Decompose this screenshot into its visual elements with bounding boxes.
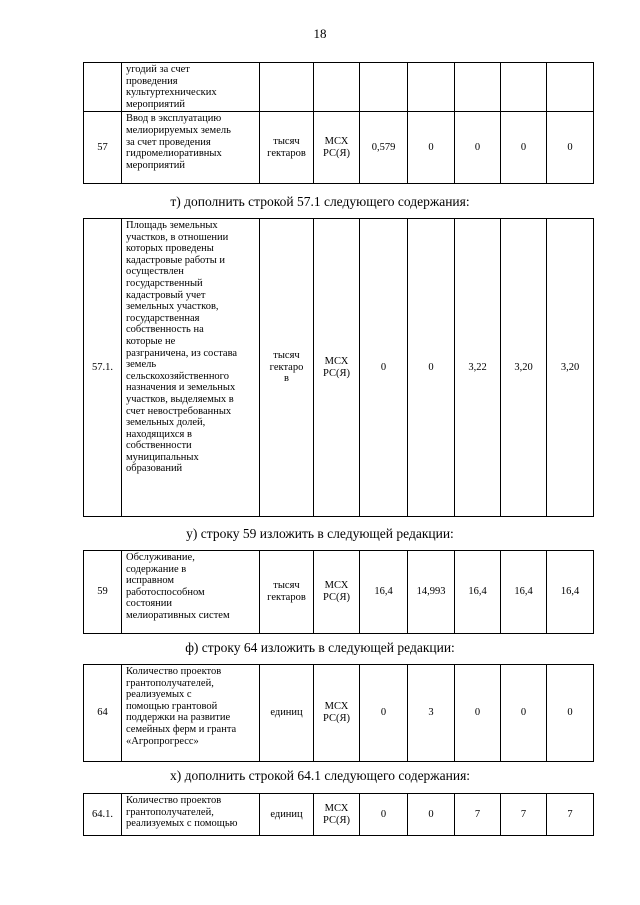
value-cell: 0	[360, 219, 408, 517]
desc-line: состоянии	[126, 598, 173, 610]
table-rows-56-57	[83, 62, 593, 184]
org-line: МСХ	[324, 701, 349, 713]
desc-line: мелиоративных систем	[126, 609, 230, 621]
paragraph-f: ф) строку 64 изложить в следующей редакции:	[185, 640, 455, 655]
value-cell: 0	[501, 112, 547, 184]
desc-line: «Агропрогресс»	[126, 735, 199, 747]
value-cell: 0	[455, 665, 501, 762]
org-cell	[314, 551, 360, 634]
unit-line: гектаров	[267, 592, 306, 603]
row-description	[122, 112, 260, 184]
desc-line: грантополучателей,	[126, 677, 214, 689]
desc-line: разграничена, из состава	[126, 347, 238, 359]
value-cell: 7	[455, 794, 501, 836]
unit-line: тысяч	[273, 580, 300, 592]
unit-cell	[260, 794, 314, 836]
desc-line: кадастровые работы и	[126, 254, 226, 266]
desc-line: находящихся в	[126, 428, 192, 440]
row-description	[122, 219, 260, 517]
row-number: 64.1.	[84, 794, 122, 836]
row-number: 59	[84, 551, 122, 634]
desc-line: Количество проектов	[126, 795, 222, 806]
paragraph-h: х) дополнить строкой 64.1 следующего содержания:	[169, 768, 471, 783]
row-number: 57.1.	[84, 219, 122, 517]
unit-cell	[260, 551, 314, 634]
desc-line: осуществлен	[126, 266, 184, 278]
desc-line: которых проведены	[126, 243, 214, 255]
desc-line: кадастровый учет	[126, 289, 206, 301]
desc-line: сельскохозяйственного	[126, 370, 229, 382]
org-cell	[314, 63, 360, 112]
desc-line: собственности	[126, 440, 192, 452]
value-cell: 16,4	[501, 551, 547, 634]
value-cell: 0	[408, 112, 455, 184]
value-cell: 0,579	[360, 112, 408, 184]
org-line: РС(Я)	[323, 147, 350, 159]
value-cell: 0	[547, 665, 594, 762]
value-cell	[360, 63, 408, 112]
org-line: МСХ	[324, 355, 349, 367]
desc-line: содержание в	[126, 563, 187, 575]
desc-line: проведения	[126, 75, 178, 87]
value-cell: 0	[455, 112, 501, 184]
value-cell: 0	[547, 112, 594, 184]
desc-line: работоспособном	[126, 586, 205, 598]
desc-line: грантополучателей,	[126, 806, 214, 818]
desc-line: за счет проведения	[126, 136, 211, 148]
desc-line: мелиорируемых земель	[126, 124, 231, 136]
desc-line: государственный	[126, 277, 203, 289]
value-cell: 7	[501, 794, 547, 836]
table-row-59	[83, 550, 593, 634]
org-cell	[314, 219, 360, 517]
desc-line: поддержки на развитие	[126, 712, 231, 724]
desc-line: счет невостребованных	[126, 405, 232, 417]
value-cell: 3,20	[501, 219, 547, 517]
value-cell: 16,4	[360, 551, 408, 634]
value-cell: 0	[360, 794, 408, 836]
unit-cell	[260, 665, 314, 762]
table-row-64-1	[83, 793, 593, 836]
value-cell: 0	[360, 665, 408, 762]
org-cell	[314, 665, 360, 762]
desc-line: муниципальных	[126, 451, 199, 463]
unit-cell	[260, 219, 314, 517]
desc-line: государственная	[126, 312, 200, 324]
row-description	[122, 794, 260, 836]
desc-line: культуртехнических	[126, 87, 217, 99]
value-cell: 16,4	[455, 551, 501, 634]
unit-line: единиц	[270, 808, 303, 820]
desc-line: реализуемых с помощью	[126, 818, 238, 830]
desc-line: мероприятий	[126, 98, 185, 110]
org-cell	[314, 794, 360, 836]
desc-line: участков, в отношении	[126, 231, 229, 243]
org-line: РС(Я)	[323, 592, 350, 603]
desc-line: Обслуживание,	[126, 552, 195, 563]
desc-line: земельных участков,	[126, 301, 219, 313]
unit-line: гектаро	[269, 361, 304, 373]
unit-cell	[260, 112, 314, 184]
row-number: 64	[84, 665, 122, 762]
paragraph-t: т) дополнить строкой 57.1 следующего содержания:	[170, 194, 470, 209]
org-cell	[314, 112, 360, 184]
value-cell	[408, 63, 455, 112]
unit-line: тысяч	[273, 136, 300, 148]
table-row	[84, 794, 594, 836]
unit-line: тысяч	[273, 350, 300, 362]
row-description	[122, 63, 260, 112]
desc-line: реализуемых с	[126, 689, 192, 701]
desc-line: Количество проектов	[126, 666, 222, 677]
value-cell: 7	[547, 794, 594, 836]
desc-line: исправном	[126, 575, 175, 587]
table-row	[84, 219, 594, 517]
desc-line: собственность на	[126, 324, 204, 336]
unit-line: в	[284, 373, 289, 385]
table-row-64	[83, 664, 593, 762]
table-row	[84, 551, 594, 634]
value-cell	[455, 63, 501, 112]
row-number	[84, 63, 122, 112]
org-line: РС(Я)	[323, 814, 350, 826]
value-cell: 16,4	[547, 551, 594, 634]
org-line: МСХ	[324, 802, 349, 814]
desc-line: угодий за счет	[126, 64, 190, 75]
unit-line: гектаров	[267, 147, 306, 159]
desc-line: Ввод в эксплуатацию	[126, 113, 222, 125]
value-cell: 0	[408, 794, 455, 836]
org-line: РС(Я)	[323, 713, 350, 724]
org-line: РС(Я)	[323, 367, 350, 379]
table-row	[84, 112, 594, 184]
desc-line: которые не	[126, 335, 176, 347]
org-line: МСХ	[324, 136, 349, 148]
unit-cell	[260, 63, 314, 112]
value-cell	[547, 63, 594, 112]
desc-line: гидромелиоративных	[126, 148, 222, 160]
value-cell: 3,22	[455, 219, 501, 517]
desc-line: назначения и земельных	[126, 382, 236, 394]
row-description	[122, 665, 260, 762]
unit-line: единиц	[270, 707, 303, 719]
value-cell: 0	[501, 665, 547, 762]
value-cell	[501, 63, 547, 112]
value-cell: 0	[408, 219, 455, 517]
row-description	[122, 551, 260, 634]
table-row	[84, 665, 594, 762]
value-cell: 14,993	[408, 551, 455, 634]
org-line: МСХ	[324, 580, 349, 592]
desc-line: помощью грантовой	[126, 700, 218, 712]
desc-line: семейных ферм и гранта	[126, 723, 237, 735]
paragraph-u: у) строку 59 изложить в следующей редакции:	[186, 526, 454, 541]
page-number: 18	[313, 26, 327, 41]
table-row	[84, 63, 594, 112]
desc-line: земельных долей,	[126, 417, 206, 429]
desc-line: мероприятий	[126, 159, 185, 171]
table-row-57-1	[83, 218, 593, 517]
row-number: 57	[84, 112, 122, 184]
desc-line: участков, выделяемых в	[126, 393, 234, 405]
value-cell: 3	[408, 665, 455, 762]
desc-line: земель	[126, 359, 157, 371]
value-cell: 3,20	[547, 219, 594, 517]
desc-line: Площадь земельных	[126, 220, 218, 231]
desc-line: образований	[126, 463, 183, 475]
